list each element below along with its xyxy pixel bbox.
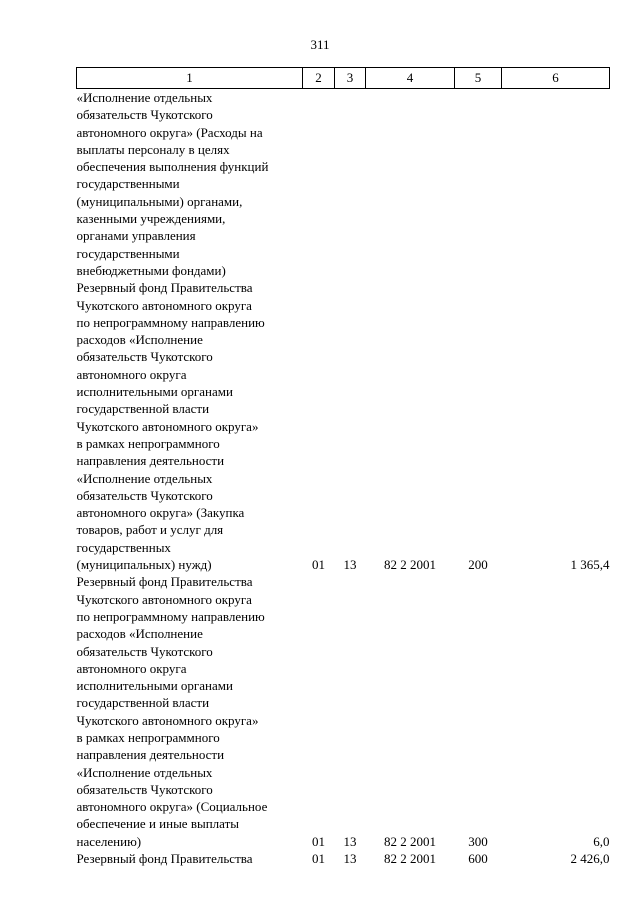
- row-description: [77, 850, 303, 867]
- row-target-article: 82 2 2001: [384, 833, 436, 849]
- column-header-amount: 6: [502, 68, 610, 89]
- description-line: исполнительными органами: [76, 384, 233, 400]
- row-description: [77, 573, 303, 850]
- description-line: государственной власти: [76, 401, 210, 417]
- budget-table: [76, 67, 610, 867]
- row-expense-type: [455, 89, 502, 280]
- description-line: автономного округа» (Расходы на: [76, 124, 263, 140]
- row-podrazdel: 13: [343, 833, 357, 849]
- description-line: казенными учреждениями,: [76, 211, 226, 227]
- row-razdel: 01: [312, 833, 325, 849]
- row-amount: 1 365,4: [570, 557, 610, 573]
- description-line: обязательств Чукотского: [76, 781, 213, 797]
- page-number: 311: [310, 37, 330, 52]
- description-line: товаров, работ и услуг для: [76, 522, 224, 538]
- column-header-expense-type: 5: [455, 68, 502, 89]
- description-line: населению): [76, 833, 142, 849]
- description-line: Чукотского автономного округа»: [76, 418, 259, 434]
- column-header-podrazdel: 3: [335, 68, 366, 89]
- description-line: автономного округа» (Закупка: [76, 505, 245, 521]
- column-header-razdel: 2: [303, 68, 335, 89]
- description-line: направления деятельности: [76, 453, 225, 469]
- description-line: (муниципальных) нужд): [76, 557, 212, 573]
- description-line: Чукотского автономного округа»: [76, 712, 259, 728]
- description-line: выплаты персоналу в целях: [76, 141, 230, 157]
- row-amount: 2 426,0: [570, 851, 610, 867]
- description-line: обеспечения выполнения функций: [76, 159, 269, 175]
- description-line: «Исполнение отдельных: [76, 90, 213, 105]
- description-line: по непрограммному направлению: [76, 608, 265, 624]
- row-expense-type: 600: [468, 851, 488, 867]
- description-line: в рамках непрограммного: [76, 435, 220, 451]
- description-line: внебюджетными фондами): [76, 262, 226, 278]
- description-line: государственной власти: [76, 695, 210, 711]
- table-row: [77, 573, 610, 850]
- row-razdel: [303, 89, 335, 280]
- row-description: [77, 89, 303, 280]
- row-target-article: [366, 89, 455, 280]
- description-line: Чукотского автономного округа: [76, 591, 252, 607]
- row-podrazdel: 13: [343, 851, 357, 867]
- description-line: расходов «Исполнение: [76, 626, 203, 642]
- description-line: автономного округа: [76, 660, 187, 676]
- table-row: [77, 279, 610, 573]
- row-target-article: 82 2 2001: [384, 557, 436, 573]
- description-line: обязательств Чукотского: [76, 349, 213, 365]
- table-header: [77, 68, 610, 89]
- description-line: исполнительными органами: [76, 678, 233, 694]
- column-header-name: 1: [77, 68, 303, 89]
- description-line: автономного округа» (Социальное: [76, 799, 268, 815]
- description-line: обязательств Чукотского: [76, 107, 213, 123]
- row-razdel: 01: [312, 557, 325, 573]
- row-podrazdel: 13: [343, 557, 357, 573]
- description-line: в рамках непрограммного: [76, 729, 220, 745]
- description-line: органами управления: [76, 228, 196, 244]
- table-row: [77, 89, 610, 280]
- row-amount: 6,0: [593, 833, 610, 849]
- row-razdel: 01: [312, 851, 325, 867]
- row-expense-type: 200: [468, 557, 488, 573]
- description-line: обязательств Чукотского: [76, 487, 213, 503]
- description-line: обязательств Чукотского: [76, 643, 213, 659]
- description-line: Резервный фонд Правительства: [76, 280, 253, 296]
- description-line: «Исполнение отдельных: [76, 470, 213, 486]
- description-line: государственными: [76, 245, 180, 261]
- column-header-target-article: 4: [366, 68, 455, 89]
- description-line: расходов «Исполнение: [76, 332, 203, 348]
- row-expense-type: 300: [468, 833, 488, 849]
- description-line: «Исполнение отдельных: [76, 764, 213, 780]
- row-podrazdel: [335, 89, 366, 280]
- table-body: [77, 89, 610, 868]
- description-line: (муниципальными) органами,: [76, 193, 243, 209]
- description-line: государственных: [76, 539, 171, 555]
- description-line: государственными: [76, 176, 180, 192]
- description-line: Резервный фонд Правительства: [76, 851, 253, 867]
- table-row: [77, 850, 610, 867]
- description-line: Чукотского автономного округа: [76, 297, 252, 313]
- row-target-article: 82 2 2001: [384, 851, 436, 867]
- description-line: направления деятельности: [76, 747, 225, 763]
- row-description: [77, 279, 303, 573]
- description-line: по непрограммному направлению: [76, 314, 265, 330]
- row-amount: [502, 89, 610, 280]
- header-row: [77, 68, 610, 89]
- description-line: автономного округа: [76, 366, 187, 382]
- description-line: Резервный фонд Правительства: [76, 574, 253, 590]
- description-line: обеспечение и иные выплаты: [76, 816, 239, 832]
